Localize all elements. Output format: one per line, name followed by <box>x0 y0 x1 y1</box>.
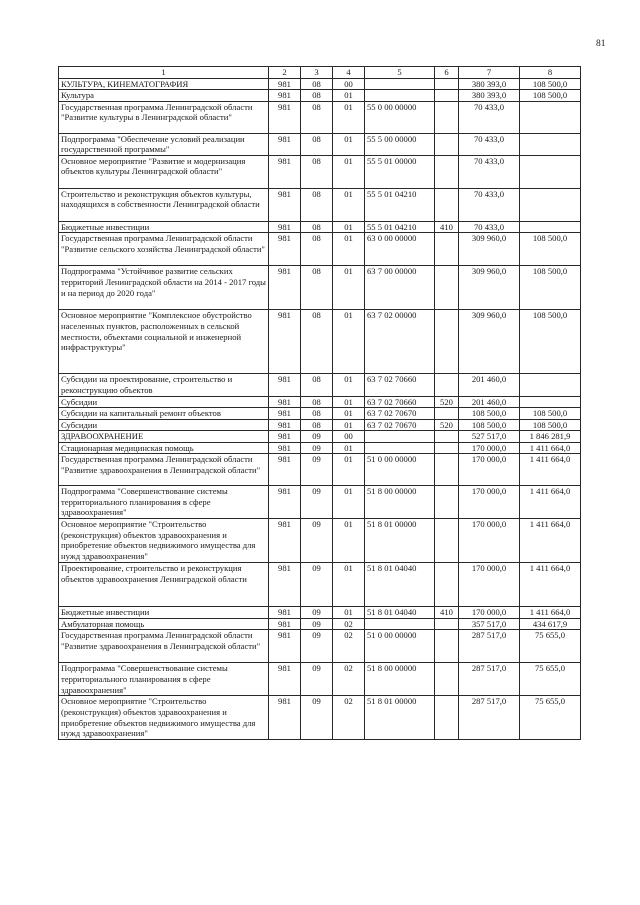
cell-ministry: 981 <box>269 78 301 90</box>
cell-amount-2018: 70 433,0 <box>459 188 520 221</box>
cell-amount-2019: 108 500,0 <box>520 90 581 102</box>
cell-amount-2019: 434 617,9 <box>520 618 581 630</box>
cell-ministry: 981 <box>269 607 301 619</box>
cell-section: 08 <box>301 233 333 266</box>
table-row <box>59 563 581 607</box>
cell-ministry: 981 <box>269 663 301 696</box>
cell-expense-type: 410 <box>435 607 459 619</box>
cell-target-code <box>365 431 435 443</box>
cell-ministry: 981 <box>269 519 301 563</box>
cell-amount-2018: 70 433,0 <box>459 221 520 233</box>
cell-name: Бюджетные инвестиции <box>59 607 269 619</box>
cell-amount-2019 <box>520 133 581 155</box>
cell-section: 09 <box>301 563 333 607</box>
cell-amount-2019: 1 411 664,0 <box>520 454 581 486</box>
cell-target-code: 63 7 02 70660 <box>365 396 435 408</box>
cell-expense-type <box>435 486 459 519</box>
cell-subsection: 01 <box>333 90 365 102</box>
cell-section: 09 <box>301 630 333 663</box>
cell-name: Государственная программа Ленинградской области "Развитие здравоохранения в Ленинградской области" <box>59 630 269 663</box>
table-row <box>59 419 581 431</box>
cell-expense-type <box>435 266 459 310</box>
cell-ministry: 981 <box>269 374 301 396</box>
cell-amount-2019: 1 411 664,0 <box>520 607 581 619</box>
header-cell-3: 3 <box>301 67 333 79</box>
cell-name: Субсидии <box>59 396 269 408</box>
cell-target-code: 51 8 01 04040 <box>365 563 435 607</box>
cell-amount-2019 <box>520 155 581 188</box>
cell-subsection: 01 <box>333 101 365 133</box>
cell-name: Культура <box>59 90 269 102</box>
cell-expense-type <box>435 90 459 102</box>
cell-ministry: 981 <box>269 310 301 374</box>
cell-target-code <box>365 90 435 102</box>
header-cell-8: 8 <box>520 67 581 79</box>
cell-amount-2019: 108 500,0 <box>520 233 581 266</box>
cell-section: 09 <box>301 607 333 619</box>
table-body <box>59 67 581 740</box>
cell-subsection: 01 <box>333 408 365 420</box>
cell-target-code: 55 5 01 04210 <box>365 221 435 233</box>
cell-ministry: 981 <box>269 442 301 454</box>
cell-target-code: 55 5 01 04210 <box>365 188 435 221</box>
cell-name: Подпрограмма "Обеспечение условий реализации государственной программы" <box>59 133 269 155</box>
cell-target-code: 51 8 00 00000 <box>365 663 435 696</box>
header-cell-2: 2 <box>269 67 301 79</box>
cell-ministry: 981 <box>269 563 301 607</box>
header-cell-4: 4 <box>333 67 365 79</box>
cell-expense-type <box>435 310 459 374</box>
cell-amount-2018: 287 517,0 <box>459 663 520 696</box>
cell-amount-2018: 70 433,0 <box>459 155 520 188</box>
cell-name: Бюджетные инвестиции <box>59 221 269 233</box>
cell-subsection: 01 <box>333 607 365 619</box>
cell-name: Субсидии на проектирование, строительство и реконструкцию объектов <box>59 374 269 396</box>
table-row <box>59 618 581 630</box>
cell-expense-type: 520 <box>435 396 459 408</box>
cell-subsection: 01 <box>333 188 365 221</box>
cell-expense-type <box>435 78 459 90</box>
cell-subsection: 02 <box>333 630 365 663</box>
cell-ministry: 981 <box>269 696 301 740</box>
cell-name: Подпрограмма "Совершенствование системы территориального планирования в сфере здравоохранения" <box>59 663 269 696</box>
cell-expense-type <box>435 663 459 696</box>
cell-expense-type <box>435 519 459 563</box>
cell-subsection: 01 <box>333 133 365 155</box>
cell-subsection: 01 <box>333 310 365 374</box>
cell-section: 09 <box>301 696 333 740</box>
cell-section: 08 <box>301 188 333 221</box>
table-row <box>59 408 581 420</box>
cell-ministry: 981 <box>269 188 301 221</box>
cell-amount-2019 <box>520 101 581 133</box>
cell-target-code <box>365 442 435 454</box>
cell-section: 08 <box>301 133 333 155</box>
cell-subsection: 02 <box>333 696 365 740</box>
cell-expense-type <box>435 188 459 221</box>
table-row <box>59 188 581 221</box>
cell-subsection: 01 <box>333 419 365 431</box>
cell-ministry: 981 <box>269 618 301 630</box>
cell-ministry: 981 <box>269 396 301 408</box>
cell-amount-2018: 70 433,0 <box>459 101 520 133</box>
cell-amount-2018: 201 460,0 <box>459 374 520 396</box>
cell-subsection: 02 <box>333 618 365 630</box>
cell-expense-type <box>435 563 459 607</box>
cell-ministry: 981 <box>269 419 301 431</box>
cell-name: Подпрограмма "Совершенствование системы территориального планирования в сфере здравоохранения" <box>59 486 269 519</box>
cell-section: 09 <box>301 519 333 563</box>
cell-name: Основное мероприятие "Комплексное обустройство населенных пунктов, расположенных в сельской местности, объектами социальной и инженерной инфраструктуры" <box>59 310 269 374</box>
cell-section: 08 <box>301 90 333 102</box>
cell-name: Амбулаторная помощь <box>59 618 269 630</box>
cell-target-code: 51 0 00 00000 <box>365 630 435 663</box>
cell-amount-2019: 75 655,0 <box>520 663 581 696</box>
table-row <box>59 78 581 90</box>
cell-ministry: 981 <box>269 90 301 102</box>
cell-subsection: 01 <box>333 442 365 454</box>
cell-amount-2018: 287 517,0 <box>459 696 520 740</box>
cell-amount-2019: 1 411 664,0 <box>520 563 581 607</box>
cell-section: 08 <box>301 396 333 408</box>
cell-amount-2019: 108 500,0 <box>520 78 581 90</box>
cell-amount-2019: 108 500,0 <box>520 310 581 374</box>
cell-section: 09 <box>301 663 333 696</box>
cell-subsection: 01 <box>333 396 365 408</box>
cell-amount-2018: 170 000,0 <box>459 454 520 486</box>
cell-amount-2019: 1 846 281,9 <box>520 431 581 443</box>
table-row <box>59 519 581 563</box>
cell-expense-type <box>435 233 459 266</box>
header-cell-1: 1 <box>59 67 269 79</box>
cell-section: 08 <box>301 374 333 396</box>
cell-name: Субсидии на капитальный ремонт объектов <box>59 408 269 420</box>
table-row <box>59 396 581 408</box>
cell-section: 08 <box>301 266 333 310</box>
cell-expense-type <box>435 442 459 454</box>
table-row <box>59 374 581 396</box>
cell-target-code: 63 0 00 00000 <box>365 233 435 266</box>
cell-ministry: 981 <box>269 408 301 420</box>
cell-name: Строительство и реконструкция объектов культуры, находящихся в собственности Ленинградской области <box>59 188 269 221</box>
table-row <box>59 486 581 519</box>
cell-amount-2018: 170 000,0 <box>459 607 520 619</box>
cell-subsection: 01 <box>333 266 365 310</box>
cell-target-code: 51 8 00 00000 <box>365 486 435 519</box>
cell-expense-type <box>435 101 459 133</box>
cell-expense-type <box>435 408 459 420</box>
cell-amount-2019: 1 411 664,0 <box>520 442 581 454</box>
cell-ministry: 981 <box>269 221 301 233</box>
cell-section: 09 <box>301 454 333 486</box>
cell-target-code: 51 8 01 00000 <box>365 696 435 740</box>
cell-name: Субсидии <box>59 419 269 431</box>
cell-name: Основное мероприятие "Развитие и модернизация объектов культуры Ленинградской области" <box>59 155 269 188</box>
table-row <box>59 607 581 619</box>
cell-ministry: 981 <box>269 101 301 133</box>
table-row <box>59 233 581 266</box>
cell-subsection: 01 <box>333 221 365 233</box>
cell-section: 08 <box>301 155 333 188</box>
cell-name: Проектирование, строительство и реконструкция объектов здравоохранения Ленинградской области <box>59 563 269 607</box>
cell-subsection: 01 <box>333 233 365 266</box>
cell-amount-2019: 108 500,0 <box>520 266 581 310</box>
page-number: 81 <box>596 39 606 49</box>
cell-amount-2018: 309 960,0 <box>459 266 520 310</box>
cell-expense-type <box>435 696 459 740</box>
cell-name: Стационарная медицинская помощь <box>59 442 269 454</box>
cell-expense-type <box>435 155 459 188</box>
cell-subsection: 01 <box>333 374 365 396</box>
cell-amount-2018: 309 960,0 <box>459 233 520 266</box>
cell-section: 08 <box>301 310 333 374</box>
cell-amount-2019: 1 411 664,0 <box>520 486 581 519</box>
cell-target-code: 51 8 01 04040 <box>365 607 435 619</box>
table-row <box>59 133 581 155</box>
table-row <box>59 101 581 133</box>
cell-expense-type <box>435 431 459 443</box>
cell-section: 08 <box>301 419 333 431</box>
table-row <box>59 442 581 454</box>
cell-amount-2018: 287 517,0 <box>459 630 520 663</box>
cell-target-code: 63 7 00 00000 <box>365 266 435 310</box>
cell-amount-2019: 75 655,0 <box>520 630 581 663</box>
cell-amount-2019 <box>520 221 581 233</box>
cell-target-code <box>365 618 435 630</box>
cell-target-code: 55 0 00 00000 <box>365 101 435 133</box>
cell-name: Основное мероприятие "Строительство (реконструкция) объектов здравоохранения и приобретение объектов недвижимого имущества для нужд здравоохранения" <box>59 696 269 740</box>
cell-amount-2018: 170 000,0 <box>459 519 520 563</box>
cell-amount-2019: 1 411 664,0 <box>520 519 581 563</box>
cell-name: Подпрограмма "Устойчивое развитие сельских территорий Ленинградской области на 2014 - 2017 годы и на период до 2020 года" <box>59 266 269 310</box>
cell-ministry: 981 <box>269 233 301 266</box>
cell-target-code: 63 7 02 00000 <box>365 310 435 374</box>
table-row <box>59 696 581 740</box>
cell-target-code: 55 5 00 00000 <box>365 133 435 155</box>
cell-amount-2019: 108 500,0 <box>520 419 581 431</box>
cell-section: 09 <box>301 431 333 443</box>
cell-subsection: 01 <box>333 563 365 607</box>
cell-expense-type <box>435 454 459 486</box>
table-row <box>59 155 581 188</box>
cell-amount-2018: 527 517,0 <box>459 431 520 443</box>
cell-amount-2018: 108 500,0 <box>459 419 520 431</box>
cell-section: 08 <box>301 221 333 233</box>
cell-amount-2018: 380 393,0 <box>459 90 520 102</box>
cell-expense-type <box>435 630 459 663</box>
cell-amount-2018: 309 960,0 <box>459 310 520 374</box>
cell-amount-2019 <box>520 188 581 221</box>
cell-amount-2019 <box>520 396 581 408</box>
header-cell-7: 7 <box>459 67 520 79</box>
cell-expense-type: 410 <box>435 221 459 233</box>
cell-name: Государственная программа Ленинградской области "Развитие культуры в Ленинградской области" <box>59 101 269 133</box>
cell-target-code: 51 8 01 00000 <box>365 519 435 563</box>
cell-name: Государственная программа Ленинградской области "Развитие сельского хозяйства Ленинградской области" <box>59 233 269 266</box>
cell-section: 09 <box>301 618 333 630</box>
cell-section: 08 <box>301 101 333 133</box>
cell-name: ЗДРАВООХРАНЕНИЕ <box>59 431 269 443</box>
cell-expense-type <box>435 618 459 630</box>
cell-amount-2018: 357 517,0 <box>459 618 520 630</box>
cell-amount-2019: 108 500,0 <box>520 408 581 420</box>
cell-subsection: 00 <box>333 78 365 90</box>
cell-subsection: 01 <box>333 519 365 563</box>
cell-amount-2018: 170 000,0 <box>459 442 520 454</box>
table-row <box>59 431 581 443</box>
table-row <box>59 310 581 374</box>
header-cell-5: 5 <box>365 67 435 79</box>
cell-amount-2018: 201 460,0 <box>459 396 520 408</box>
cell-subsection: 01 <box>333 155 365 188</box>
table-row <box>59 630 581 663</box>
cell-amount-2018: 380 393,0 <box>459 78 520 90</box>
cell-target-code: 63 7 02 70660 <box>365 374 435 396</box>
cell-name: Государственная программа Ленинградской области "Развитие здравоохранения в Ленинградской области" <box>59 454 269 486</box>
header-cell-6: 6 <box>435 67 459 79</box>
cell-section: 08 <box>301 408 333 420</box>
cell-subsection: 01 <box>333 454 365 486</box>
cell-amount-2018: 70 433,0 <box>459 133 520 155</box>
budget-table <box>58 66 581 740</box>
cell-expense-type: 520 <box>435 419 459 431</box>
cell-ministry: 981 <box>269 155 301 188</box>
cell-amount-2018: 170 000,0 <box>459 486 520 519</box>
cell-amount-2018: 170 000,0 <box>459 563 520 607</box>
cell-amount-2018: 108 500,0 <box>459 408 520 420</box>
table-row <box>59 454 581 486</box>
cell-ministry: 981 <box>269 266 301 310</box>
cell-expense-type <box>435 133 459 155</box>
table-row <box>59 663 581 696</box>
cell-target-code: 63 7 02 70670 <box>365 419 435 431</box>
table-row <box>59 266 581 310</box>
cell-target-code: 63 7 02 70670 <box>365 408 435 420</box>
cell-section: 09 <box>301 486 333 519</box>
cell-target-code <box>365 78 435 90</box>
cell-section: 09 <box>301 442 333 454</box>
cell-amount-2019: 75 655,0 <box>520 696 581 740</box>
cell-target-code: 55 5 01 00000 <box>365 155 435 188</box>
cell-ministry: 981 <box>269 486 301 519</box>
cell-ministry: 981 <box>269 630 301 663</box>
cell-expense-type <box>435 374 459 396</box>
cell-subsection: 01 <box>333 486 365 519</box>
table-row <box>59 221 581 233</box>
cell-amount-2019 <box>520 374 581 396</box>
cell-target-code: 51 0 00 00000 <box>365 454 435 486</box>
cell-ministry: 981 <box>269 133 301 155</box>
cell-name: КУЛЬТУРА, КИНЕМАТОГРАФИЯ <box>59 78 269 90</box>
cell-subsection: 02 <box>333 663 365 696</box>
cell-ministry: 981 <box>269 431 301 443</box>
table-row <box>59 90 581 102</box>
cell-ministry: 981 <box>269 454 301 486</box>
cell-name: Основное мероприятие "Строительство (реконструкция) объектов здравоохранения и приобретение объектов недвижимого имущества для нужд здравоохранения" <box>59 519 269 563</box>
header-row <box>59 67 581 79</box>
cell-subsection: 00 <box>333 431 365 443</box>
cell-section: 08 <box>301 78 333 90</box>
